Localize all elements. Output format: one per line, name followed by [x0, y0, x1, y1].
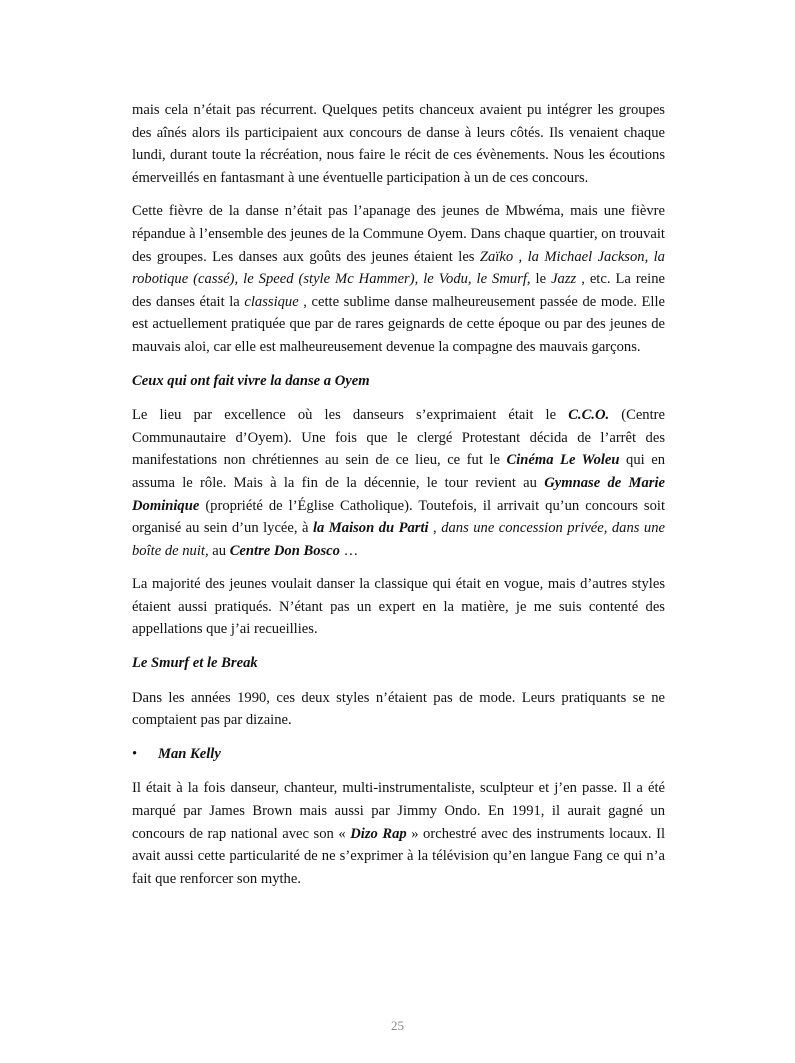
dance-classique: classique	[244, 293, 299, 310]
paragraph-classique-majority: La majorité des jeunes voulait danser la classique qui était en vogue, mais d’autres styles étaient aussi pratiqués. N’étant pas un expert en la matière, je me suis contenté des appellations que j’ai recueillies.	[132, 576, 665, 638]
bullet-label: Man Kelly	[158, 745, 221, 762]
venue-maison-du-parti: la Maison du Parti	[312, 520, 429, 537]
paragraph-man-kelly	[132, 777, 665, 890]
text-span: (propriété de l’Église Catholique). Toutefois, il arrivait qu’un concours soit organisé au sein d’un lycée, à	[132, 497, 665, 537]
venue-cinema-le-woleu: Cinéma Le Woleu	[506, 452, 620, 469]
venue-private: dans une concession privée, dans une boîte de nuit,	[132, 520, 665, 559]
song-dizo-rap: Dizo Rap	[350, 825, 407, 842]
dance-names: Zaïko , la Michael Jackson, la robotique (cassé), le Speed (style Mc Hammer), le Vodu, le Smurf,	[132, 248, 665, 288]
text-span: , cette sublime danse malheureusement passée de mode. Elle est actuellement pratiquée que par de rares geignards de cette époque ou par des jeunes de mauvais aloi, car elle est malheureusement devenue la compagne des mauvais garçons.	[132, 293, 665, 355]
venue-don-bosco: Centre Don Bosco	[229, 542, 340, 559]
section-heading-smurf-break: Le Smurf et le Break	[132, 655, 258, 672]
text-span: , etc. La reine des danses était la	[132, 271, 665, 310]
text-span: (Centre Communautaire d’Oyem). Une fois que le clergé Protestant décida de l’arrêt des manifestations non chrétiennes au sein de ce lieu, ce fut le	[132, 407, 665, 469]
text-span: le	[530, 271, 552, 288]
dance-jazz: Jazz	[551, 271, 577, 288]
page-number: 25	[391, 1018, 404, 1033]
page-body	[132, 99, 665, 901]
bullet-icon: •	[132, 745, 138, 762]
venue-gymnase: Gymnase de Marie Dominique	[132, 474, 665, 514]
paragraph-venues	[132, 404, 665, 562]
paragraph-dance-fever	[132, 200, 665, 358]
text-span: …	[339, 542, 359, 559]
text-span: Le lieu par excellence où les danseurs s’exprimaient était le	[132, 407, 569, 424]
text-span: » orchestré avec des instruments locaux. Il avait aussi cette particularité de ne s’exprimer à la télévision qu’en langue Fang ce qui n’a fait que renforcer son mythe.	[132, 825, 666, 887]
text-span: Cette fièvre de la danse n’était pas l’apanage des jeunes de Mbwéma, mais une fièvre répandue à l’ensemble des jeunes de la Commune Oyem. Dans chaque quartier, on trouvait des groupes. Les danses aux goûts des jeunes étaient les	[132, 203, 665, 265]
venue-cco: C.C.O.	[568, 407, 610, 424]
text-span: au	[208, 542, 230, 559]
text-span: qui en assuma le rôle. Mais à la fin de la décennie, le tour revient au	[132, 452, 665, 491]
paragraph-school-contests: mais cela n’était pas récurrent. Quelques petits chanceux avaient pu intégrer les groupes des aînés alors ils participaient aux concours de danse à leurs côtés. Ils venaient chaque lundi, durant toute la récréation, nous faire le récit de ces évènements. Nous les écoutions émerveillés en fantasmant à une éventuelle participation à un de ces concours.	[132, 102, 665, 186]
text-span: Il était à la fois danseur, chanteur, multi-instrumentaliste, sculpteur et j’en passe. Il a été marqué par James Brown mais aussi par Jimmy Ondo. En 1991, il aurait gagné un concours de rap national avec son «	[132, 780, 665, 842]
text-span: ,	[428, 520, 442, 537]
paragraph-smurf-break: Dans les années 1990, ces deux styles n’étaient pas de mode. Leurs pratiquants se ne comptaient pas par dizaine.	[132, 689, 665, 729]
section-heading-oyem: Ceux qui ont fait vivre la danse a Oyem	[132, 372, 370, 389]
bullet-man-kelly	[132, 743, 665, 766]
